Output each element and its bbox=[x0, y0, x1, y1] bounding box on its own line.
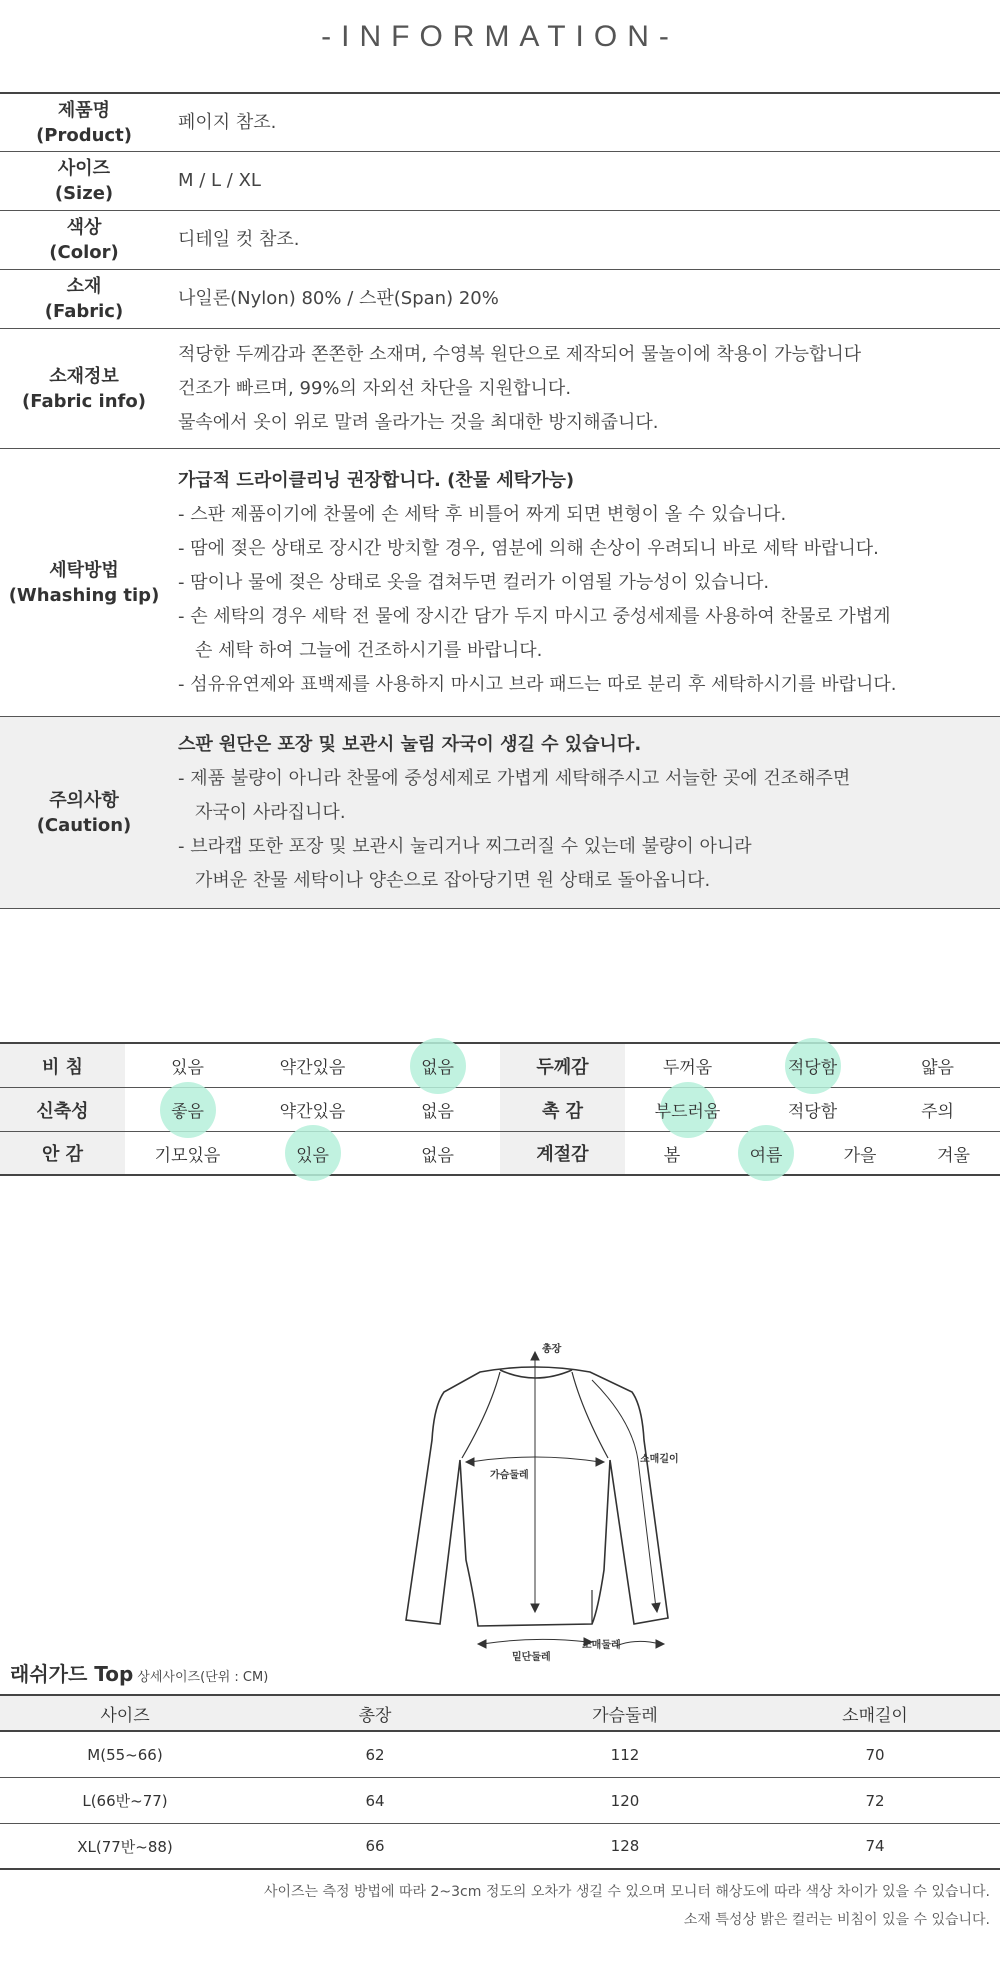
info-row-product bbox=[0, 94, 1000, 152]
attr-option-selected: 없음 bbox=[375, 1044, 500, 1087]
size-title-main: 래쉬가드 Top bbox=[10, 1662, 134, 1686]
info-value: 페이지 참조. bbox=[178, 111, 277, 133]
info-line: - 땀에 젖은 상태로 장시간 방치할 경우, 염분에 의해 손상이 우려되니 바로 세탁 바랍니다. bbox=[178, 537, 879, 559]
page-title: -INFORMATION- bbox=[321, 20, 679, 53]
attr-option: 주의 bbox=[921, 1102, 954, 1122]
table-cell: 66 bbox=[365, 1837, 385, 1855]
info-line: 건조가 빠르며, 99%의 자외선 차단을 지원합니다. bbox=[178, 377, 572, 399]
info-label-en: (Size) bbox=[54, 183, 114, 204]
attr-option-selected: 여름 bbox=[719, 1132, 813, 1174]
attr-option: 봄 bbox=[663, 1145, 681, 1166]
attr-label: 안 감 bbox=[0, 1132, 125, 1174]
attr-option-selected: 좋음 bbox=[125, 1088, 250, 1131]
attribute-grid bbox=[0, 1042, 1000, 1176]
size-table-title bbox=[10, 1658, 268, 1687]
attr-option: 기모있음 bbox=[154, 1145, 221, 1166]
size-table bbox=[0, 1694, 1000, 1870]
attr-option-selected: 적당함 bbox=[750, 1044, 875, 1087]
info-table bbox=[0, 92, 1000, 909]
attr-label: 비 침 bbox=[0, 1044, 125, 1087]
info-row-washing bbox=[0, 449, 1000, 717]
note-line: 사이즈는 측정 방법에 따라 2~3cm 정도의 오차가 생길 수 있으며 모니터 해상도에 따라 색상 차이가 있을 수 있습니다. bbox=[263, 1884, 990, 1900]
table-cell: 62 bbox=[365, 1745, 385, 1764]
attr-option: 없음 bbox=[421, 1102, 454, 1122]
attr-row bbox=[0, 1132, 1000, 1176]
info-line: 적당한 두께감과 쫀쫀한 소재며, 수영복 원단으로 제작되어 물놀이에 착용이 가능합니다 bbox=[178, 343, 862, 365]
info-label: 소재정보 bbox=[49, 365, 119, 387]
shirt-outline-icon bbox=[370, 1340, 679, 1663]
table-cell: L(66반~77) bbox=[82, 1792, 168, 1810]
info-label-en: (Color) bbox=[49, 242, 119, 263]
attr-option: 겨울 bbox=[937, 1145, 970, 1166]
diagram-label-sleeve-length: 소매길이 bbox=[640, 1454, 679, 1465]
info-line: - 브라캡 또한 포장 및 보관시 눌리거나 찌그러질 수 있는데 불량이 아니라 bbox=[178, 835, 752, 857]
info-line: - 땀이나 물에 젖은 상태로 옷을 겹쳐두면 컬러가 이염될 가능성이 있습니다. bbox=[178, 571, 770, 593]
info-label: 사이즈 bbox=[57, 158, 111, 179]
table-cell: 112 bbox=[610, 1745, 640, 1764]
info-line: 가벼운 찬물 세탁이나 양손으로 잡아당기면 원 상태로 돌아옵니다. bbox=[195, 869, 711, 891]
attr-option: 없음 bbox=[421, 1145, 454, 1166]
info-label: 제품명 bbox=[57, 99, 111, 121]
attr-option-selected: 있음 bbox=[250, 1132, 375, 1174]
info-line: 손 세탁 하여 그늘에 건조하시기를 바랍니다. bbox=[195, 639, 543, 661]
info-label: 주의사항 bbox=[49, 789, 119, 811]
info-label: 소재 bbox=[66, 276, 102, 297]
column-header: 총장 bbox=[358, 1705, 392, 1726]
table-cell: 72 bbox=[865, 1791, 885, 1810]
info-label-en: (Caution) bbox=[36, 814, 132, 836]
info-label-en: (Whashing tip) bbox=[8, 584, 160, 606]
info-line: - 섬유유연제와 표백제를 사용하지 마시고 브라 패드는 따로 분리 후 세탁하시기를 바랍니다. bbox=[178, 673, 897, 695]
info-label: 세탁방법 bbox=[49, 559, 119, 581]
info-row-caution bbox=[0, 717, 1000, 909]
attr-option-selected: 부드러움 bbox=[625, 1088, 750, 1131]
attr-option: 약간있음 bbox=[279, 1058, 346, 1078]
attr-row bbox=[0, 1044, 1000, 1088]
info-line: - 손 세탁의 경우 세탁 전 물에 장시간 담가 두지 마시고 중성세제를 사용하여 찬물로 가볍게 bbox=[178, 605, 891, 627]
table-row bbox=[0, 1732, 1000, 1778]
column-header: 소매길이 bbox=[842, 1705, 908, 1726]
info-label-en: (Product) bbox=[36, 124, 132, 146]
info-heading: 스판 원단은 포장 및 보관시 눌림 자국이 생길 수 있습니다. bbox=[178, 733, 642, 755]
attr-label: 신축성 bbox=[0, 1088, 125, 1131]
size-notes bbox=[264, 1878, 990, 1934]
attr-label: 두께감 bbox=[500, 1044, 625, 1087]
table-cell: M(55~66) bbox=[87, 1745, 163, 1764]
info-line: - 스판 제품이기에 찬물에 손 세탁 후 비틀어 짜게 되면 변형이 올 수 있습니다. bbox=[178, 503, 787, 525]
info-value: 디테일 컷 참조. bbox=[178, 229, 300, 250]
table-cell: XL(77반~88) bbox=[77, 1837, 173, 1856]
attr-option: 있음 bbox=[171, 1058, 204, 1078]
column-header: 사이즈 bbox=[100, 1705, 150, 1726]
table-row bbox=[0, 1778, 1000, 1824]
info-label-en: (Fabric info) bbox=[22, 390, 146, 412]
table-cell: 120 bbox=[610, 1791, 640, 1810]
info-line: 자국이 사라집니다. bbox=[195, 801, 346, 823]
measurement-diagram bbox=[370, 1340, 679, 1663]
info-line: - 제품 불량이 아니라 찬물에 중성세제로 가볍게 세탁해주시고 서늘한 곳에 건조해주면 bbox=[178, 767, 851, 789]
size-table-header bbox=[0, 1696, 1000, 1732]
info-line: 물속에서 옷이 위로 말려 올라가는 것을 최대한 방지해줍니다. bbox=[178, 411, 659, 433]
info-label-en: (Fabric) bbox=[44, 301, 124, 322]
note-line: 소재 특성상 밝은 컬러는 비침이 있을 수 있습니다. bbox=[683, 1912, 990, 1928]
info-row-size bbox=[0, 152, 1000, 211]
info-row-fabric bbox=[0, 270, 1000, 329]
attr-row bbox=[0, 1088, 1000, 1132]
attr-option: 두꺼움 bbox=[662, 1058, 713, 1078]
table-cell: 70 bbox=[865, 1745, 885, 1764]
info-value: 나일론(Nylon) 80% / 스판(Span) 20% bbox=[178, 288, 499, 309]
info-row-fabric-info bbox=[0, 329, 1000, 449]
attr-option: 약간있음 bbox=[279, 1102, 346, 1122]
diagram-label-sleeve-hem: 소매둘레 bbox=[582, 1640, 621, 1651]
table-row bbox=[0, 1824, 1000, 1870]
diagram-label-length: 총장 bbox=[542, 1344, 562, 1355]
info-value: M / L / XL bbox=[178, 170, 261, 191]
attr-option: 가을 bbox=[843, 1145, 877, 1166]
table-cell: 64 bbox=[365, 1791, 385, 1810]
info-heading: 가급적 드라이클리닝 권장합니다. (찬물 세탁가능) bbox=[178, 469, 575, 491]
attr-option: 적당함 bbox=[787, 1102, 838, 1122]
diagram-label-chest: 가슴둘레 bbox=[490, 1470, 529, 1481]
attr-option: 얇음 bbox=[921, 1058, 954, 1078]
info-row-color bbox=[0, 211, 1000, 270]
diagram-label-hem: 밑단둘레 bbox=[512, 1652, 551, 1663]
size-title-sub: 상세사이즈(단위 : CM) bbox=[137, 1670, 269, 1685]
table-cell: 74 bbox=[865, 1837, 885, 1855]
attr-label: 촉 감 bbox=[500, 1088, 625, 1131]
info-label: 색상 bbox=[66, 217, 102, 238]
column-header: 가슴둘레 bbox=[592, 1705, 658, 1726]
table-cell: 128 bbox=[610, 1837, 640, 1855]
attr-label: 계절감 bbox=[500, 1132, 625, 1174]
